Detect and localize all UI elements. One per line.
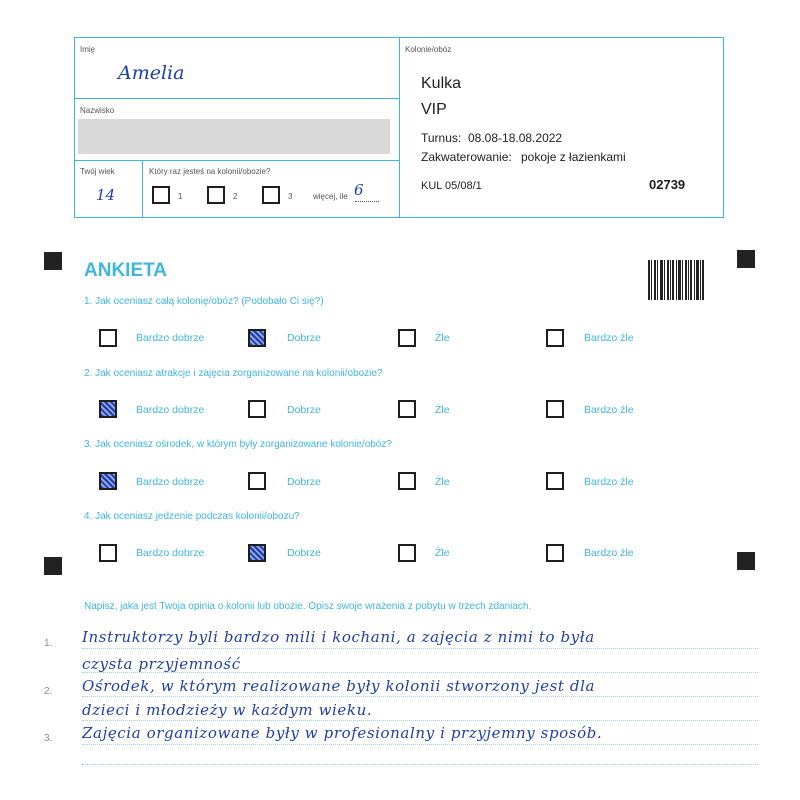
visit-option-1: 1 <box>178 192 183 201</box>
q3-option-dobrze: Dobrze <box>287 476 321 488</box>
question-3: 3. Jak oceniasz ośrodek, w którym były zorganizowane kolonie/obóz? <box>84 439 392 450</box>
name-value[interactable]: Amelia <box>118 62 185 84</box>
surname-label: Nazwisko <box>80 106 115 115</box>
age-value[interactable]: 14 <box>96 186 116 204</box>
visits-label: Który raz jesteś na kolonii/obozie? <box>149 167 271 176</box>
q1-checkbox-bardzo-dobrze[interactable] <box>99 329 117 347</box>
camp-code: KUL 05/08/1 <box>421 180 482 192</box>
q3-option-zle: Źle <box>435 476 450 488</box>
q2-checkbox-dobrze[interactable] <box>248 400 266 418</box>
turnus-value: 08.08-18.08.2022 <box>468 131 563 145</box>
q2-checkbox-bardzo-dobrze[interactable] <box>99 400 117 418</box>
q3-option-bardzo-zle: Bardzo źle <box>584 476 634 488</box>
q4-checkbox-zle[interactable] <box>398 544 416 562</box>
q1-checkbox-bardzo-zle[interactable] <box>546 329 564 347</box>
divider <box>74 160 400 161</box>
answer-line <box>82 648 758 649</box>
q1-option-dobrze: Dobrze <box>287 332 321 344</box>
visits-more-line <box>355 201 379 202</box>
visit-checkbox-1[interactable] <box>152 186 170 204</box>
q4-checkbox-bardzo-dobrze[interactable] <box>99 544 117 562</box>
camp-label: Kolonie/obóz <box>405 45 452 54</box>
visit-checkbox-3[interactable] <box>262 186 280 204</box>
q4-option-dobrze: Dobrze <box>287 547 321 559</box>
answer-line <box>82 720 758 721</box>
q2-checkbox-bardzo-zle[interactable] <box>546 400 564 418</box>
visit-checkbox-2[interactable] <box>207 186 225 204</box>
accommodation-value: pokoje z łazienkami <box>521 150 626 164</box>
answer-text-line-2[interactable]: czysta przyjemność <box>82 655 241 673</box>
q3-option-bardzo-dobrze: Bardzo dobrze <box>136 476 205 488</box>
q4-checkbox-dobrze[interactable] <box>248 544 266 562</box>
visit-option-2: 2 <box>233 192 238 201</box>
q2-checkbox-zle[interactable] <box>398 400 416 418</box>
q4-option-bardzo-zle: Bardzo źle <box>584 547 634 559</box>
accommodation-label: Zakwaterowanie: <box>421 150 512 164</box>
surname-redacted <box>78 119 390 154</box>
registration-marker <box>44 252 62 270</box>
question-4: 4. Jak oceniasz jedzenie podczas kolonii/obozu? <box>84 511 300 522</box>
registration-marker <box>44 557 62 575</box>
answer-text-line-3[interactable]: Ośrodek, w którym realizowane były kolonii stworzony jest dla <box>82 677 596 695</box>
line-number-3: 3. <box>44 733 53 744</box>
name-label: Imię <box>80 45 96 54</box>
answer-line <box>82 696 758 697</box>
turnus-label: Turnus: <box>421 131 462 145</box>
form-number: 02739 <box>649 177 686 192</box>
q2-option-bardzo-zle: Bardzo źle <box>584 404 634 416</box>
question-1: 1. Jak oceniasz całą kolonię/obóz? (Podobało Ci się?) <box>84 296 324 307</box>
answer-text-line-4[interactable]: dzieci i młodzieży w każdym wieku. <box>82 701 373 719</box>
survey-title: ANKIETA <box>84 260 168 281</box>
answer-text-line-1[interactable]: Instruktorzy byli bardzo mili i kochani, a zajęcia z nimi to była <box>82 628 595 646</box>
q1-option-bardzo-zle: Bardzo źle <box>584 332 634 344</box>
q1-option-bardzo-dobrze: Bardzo dobrze <box>136 332 205 344</box>
q1-option-zle: Źle <box>435 332 450 344</box>
q3-checkbox-bardzo-dobrze[interactable] <box>99 472 117 490</box>
opinion-prompt: Napisz, jaka jest Twoja opinia o kolonii lub obozie. Opisz swoje wrażenia z pobytu w trzech zdaniach. <box>84 601 532 612</box>
question-2: 2. Jak oceniasz atrakcje i zajęcia zorganizowane na kolonii/obozie? <box>84 368 383 379</box>
answer-text-line-5[interactable]: Zajęcia organizowane były w profesionalny i przyjemny sposób. <box>82 724 603 742</box>
age-label: Twój wiek <box>80 167 115 176</box>
q3-checkbox-zle[interactable] <box>398 472 416 490</box>
line-number-1: 1. <box>44 638 53 649</box>
camp-type: VIP <box>421 101 447 118</box>
registration-marker <box>737 250 755 268</box>
divider <box>142 160 143 218</box>
visits-more-value[interactable]: 6 <box>354 181 364 199</box>
visits-more-label: więcej, ile <box>313 192 348 201</box>
visit-option-3: 3 <box>288 192 293 201</box>
camp-name: Kulka <box>421 75 462 92</box>
q1-checkbox-zle[interactable] <box>398 329 416 347</box>
q2-option-dobrze: Dobrze <box>287 404 321 416</box>
q2-option-zle: Źle <box>435 404 450 416</box>
q4-option-zle: Źle <box>435 547 450 559</box>
barcode <box>648 260 704 300</box>
q2-option-bardzo-dobrze: Bardzo dobrze <box>136 404 205 416</box>
q1-checkbox-dobrze[interactable] <box>248 329 266 347</box>
q3-checkbox-dobrze[interactable] <box>248 472 266 490</box>
q4-checkbox-bardzo-zle[interactable] <box>546 544 564 562</box>
q3-checkbox-bardzo-zle[interactable] <box>546 472 564 490</box>
line-number-2: 2. <box>44 686 53 697</box>
divider <box>74 98 400 99</box>
registration-marker <box>737 552 755 570</box>
answer-line <box>82 764 758 765</box>
answer-line <box>82 744 758 745</box>
q4-option-bardzo-dobrze: Bardzo dobrze <box>136 547 205 559</box>
